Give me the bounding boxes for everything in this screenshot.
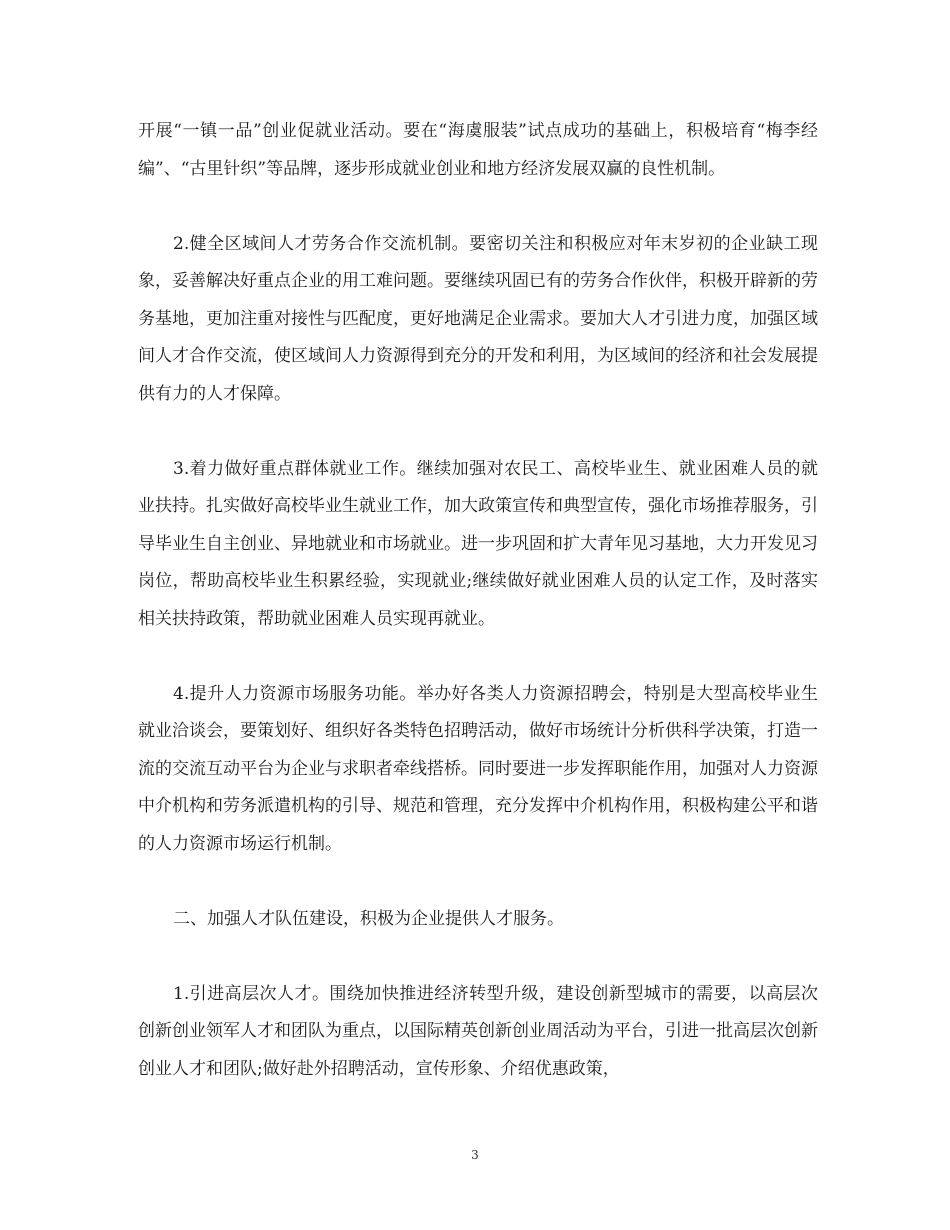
paragraph-spacer: [138, 188, 818, 226]
section-heading-talent-team: 二、加强人才队伍建设，积极为企业提供人才服务。: [173, 908, 564, 929]
paragraph-high-level-talent: 1.引进高层次人才。围绕加快推进经济转型升级，建设创新型城市的需要，以高层次创新创业领军人才和团队为重点，以国际精英创新创业周活动为平台，引进一批高层次创新创业人才和团队;做好赴外招聘活动，宣传形象、介绍优惠政策，: [138, 983, 818, 1079]
paragraph-brand-cultivation: 开展“一镇一品”创业促就业活动。要在“海虞服装”试点成功的基础上，积极培育“梅李经编”、“古里针织”等品牌，逐步形成就业创业和地方经济发展双赢的良性机制。: [138, 121, 818, 179]
paragraph-spacer: [138, 938, 818, 976]
paragraph-key-groups-employment: 3.着力做好重点群体就业工作。继续加强对农民工、高校毕业生、就业困难人员的就业扶持。扎实做好高校毕业生就业工作，加大政策宣传和典型宣传，强化市场推荐服务，引导毕业生自主创业、异地就业和市场就业。进一步巩固和扩大青年见习基地，大力开发见习岗位，帮助高校毕业生积累经验，实现就业;继续做好就业困难人员的认定工作，及时落实相关扶持政策，帮助就业困难人员实现再就业。: [138, 458, 818, 629]
page-number: 3: [471, 1148, 479, 1162]
paragraph-hr-market-services: 4.提升人力资源市场服务功能。举办好各类人力资源招聘会，特别是大型高校毕业生就业洽谈会，要策划好、组织好各类特色招聘活动，做好市场统计分析供科学决策，打造一流的交流互动平台为企业与求职者牵线搭桥。同时要进一步发挥职能作用，加强对人力资源中介机构和劳务派遣机构的引导、规范和管理，充分发挥中介机构作用，积极构建公平和谐的人力资源市场运行机制。: [138, 683, 818, 854]
document-body: [138, 113, 818, 1088]
paragraph-spacer: [138, 863, 818, 901]
paragraph-spacer: [138, 413, 818, 451]
paragraph-regional-cooperation: 2.健全区域间人才劳务合作交流机制。要密切关注和积极应对年末岁初的企业缺工现象，妥善解决好重点企业的用工难问题。要继续巩固已有的劳务合作伙伴，积极开辟新的劳务基地，更加注重对接性与匹配度，更好地满足企业需求。要加大人才引进力度，加强区域间人才合作交流，使区域间人力资源得到充分的开发和利用，为区域间的经济和社会发展提供有力的人才保障。: [138, 233, 818, 404]
paragraph-spacer: [138, 638, 818, 676]
